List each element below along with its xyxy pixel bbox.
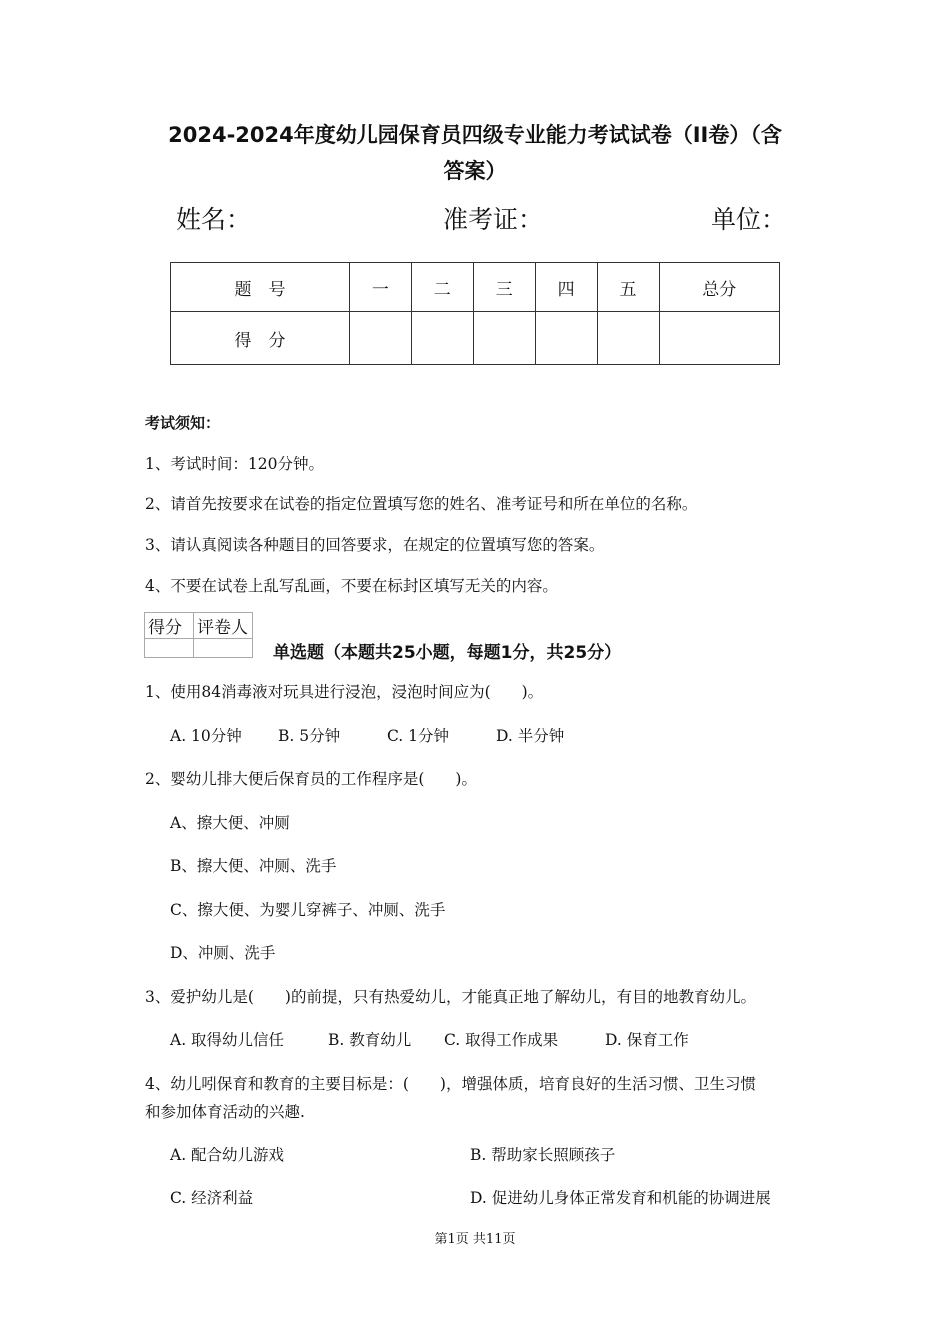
- notice-item: 1、考试时间：120分钟。: [145, 455, 324, 473]
- score-header-cell: 二: [411, 263, 473, 312]
- notice-item: 3、请认真阅读各种题目的回答要求，在规定的位置填写您的答案。: [145, 536, 605, 554]
- score-cell[interactable]: [349, 312, 411, 365]
- document-title-line2: 答案）: [443, 159, 507, 183]
- question-stem: 2、婴幼儿排大便后保育员的工作程序是( )。: [145, 770, 477, 788]
- page-number-footer: 第1页 共11页: [434, 1232, 516, 1247]
- section-title: 单选题（本题共25小题，每题1分，共25分）: [273, 643, 622, 663]
- grader-score-cell[interactable]: [145, 639, 194, 658]
- notice-item: 2、请首先按要求在试卷的指定位置填写您的姓名、准考证号和所在单位的名称。: [145, 495, 698, 513]
- score-header-cell: 一: [349, 263, 411, 312]
- option-a[interactable]: A、擦大便、冲厕: [170, 814, 290, 832]
- notice-item: 4、不要在试卷上乱写乱画，不要在标封区填写无关的内容。: [145, 577, 558, 595]
- score-cell[interactable]: [535, 312, 597, 365]
- score-header-cell: 总分: [659, 263, 779, 312]
- question-stem: 3、爱护幼儿是( )的前提，只有热爱幼儿，才能真正地了解幼儿，有目的地教育幼儿。: [145, 988, 756, 1006]
- option-d[interactable]: D. 保育工作: [605, 1031, 689, 1049]
- option-c[interactable]: C、擦大便、为婴儿穿裤子、冲厕、洗手: [170, 901, 446, 919]
- option-d[interactable]: D、冲厕、洗手: [170, 944, 276, 962]
- score-header-cell: 三: [473, 263, 535, 312]
- score-cell[interactable]: [411, 312, 473, 365]
- option-c[interactable]: C. 取得工作成果: [444, 1031, 559, 1049]
- score-header-cell: 五: [597, 263, 659, 312]
- option-d[interactable]: D. 半分钟: [496, 727, 565, 745]
- score-table-score-row: [171, 312, 780, 365]
- score-cell[interactable]: [597, 312, 659, 365]
- grader-score-label: 得分: [145, 613, 194, 639]
- score-table-header-row: [171, 263, 780, 312]
- score-table: [170, 262, 780, 365]
- unit-field-label: 单位：: [711, 205, 787, 234]
- option-a[interactable]: A. 10分钟: [170, 727, 242, 745]
- grader-name-label: 评卷人: [194, 613, 253, 639]
- option-b[interactable]: B. 教育幼儿: [328, 1031, 412, 1049]
- grader-box: [144, 612, 253, 658]
- exam-id-field-label: 准考证：: [443, 205, 544, 234]
- grader-name-cell[interactable]: [194, 639, 253, 658]
- notice-heading: 考试须知：: [145, 414, 221, 432]
- option-b[interactable]: B. 5分钟: [278, 727, 341, 745]
- question-stem: 4、幼儿吲保育和教育的主要目标是：( )，增强体质，培育良好的生活习惯、卫生习惯: [145, 1075, 756, 1093]
- option-a[interactable]: A. 配合幼儿游戏: [170, 1146, 285, 1164]
- option-b[interactable]: B. 帮助家长照顾孩子: [470, 1146, 616, 1164]
- name-field-label: 姓名：: [176, 205, 252, 234]
- score-header-cell: 四: [535, 263, 597, 312]
- option-b[interactable]: B、擦大便、冲厕、洗手: [170, 857, 337, 875]
- document-title-line1: 2024-2024年度幼儿园保育员四级专业能力考试试卷（II卷）（含: [168, 123, 782, 147]
- score-header-cell: 题 号: [171, 263, 350, 312]
- score-cell[interactable]: [659, 312, 779, 365]
- option-c[interactable]: C. 经济利益: [170, 1189, 254, 1207]
- question-stem-continued: 和参加体育活动的兴趣.: [145, 1103, 305, 1121]
- score-row-label: 得 分: [171, 312, 350, 365]
- option-a[interactable]: A. 取得幼儿信任: [170, 1031, 285, 1049]
- question-stem: 1、使用84消毒液对玩具进行浸泡，浸泡时间应为( )。: [145, 683, 544, 701]
- score-cell[interactable]: [473, 312, 535, 365]
- option-c[interactable]: C. 1分钟: [387, 727, 450, 745]
- option-d[interactable]: D. 促进幼儿身体正常发育和机能的协调进展: [470, 1189, 771, 1207]
